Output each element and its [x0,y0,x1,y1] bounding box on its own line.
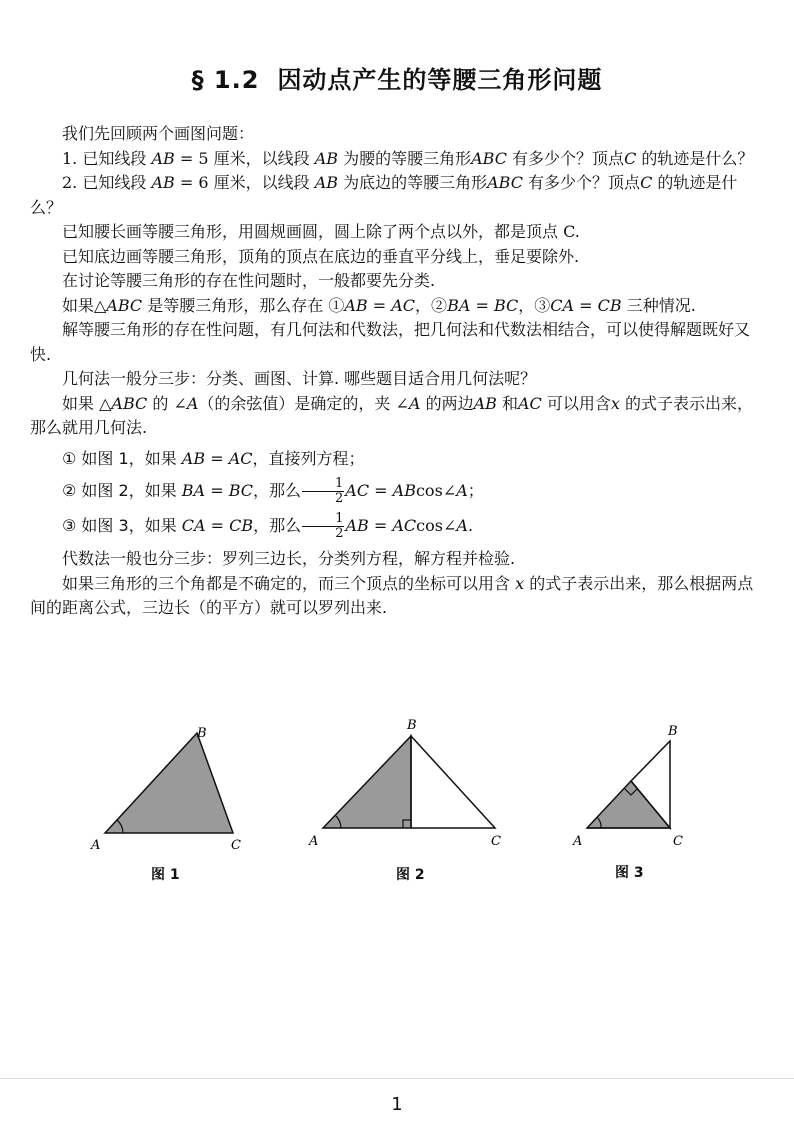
math: C [624,148,637,168]
text: 2. 已知线段 [62,173,152,192]
text: 有多少个？顶点 [506,148,625,168]
figure-2-diagram [305,715,515,865]
vertex-label-b: B [407,718,417,733]
math: ABC [471,148,507,168]
paragraph-geometry-condition [30,392,764,441]
footer-divider [0,1078,794,1079]
paragraph-leg: 已知腰长画等腰三角形，用圆规画圆，圆上除了两个点以外，都是顶点 C. [62,222,580,241]
paragraph-intro: 我们先回顾两个画图问题： [62,124,255,143]
text: 的式子表示出来，那么根据两点间的距离公式，三边长（的平方）就可以罗列出来. [30,573,754,617]
text: ② 如图 2，如果 [62,481,182,500]
text: = [574,295,598,315]
text: = [205,448,229,468]
case-3 [30,512,764,541]
math: AB [181,448,206,468]
math: AB [151,148,175,168]
vertex-label-c: C [673,834,683,849]
text: 的两边 [420,393,474,413]
text: 的轨迹是什么？ [30,173,738,217]
paragraph-algebra-steps: 代数法一般也分三步：罗列三边长，分类列方程，解方程并检验. [62,549,516,568]
unshaded-triangle [411,736,495,828]
math: CA [181,516,206,535]
figure-1-diagram [85,715,255,865]
vertex-label-a: A [91,838,101,853]
math: CB [597,295,622,315]
math: ABC [487,173,523,192]
text: 三种情况. [621,295,696,315]
math: BC [493,295,519,315]
fraction-denominator: 2 [335,526,344,541]
math: x [515,573,525,593]
text: ③ 如图 3，如果 [62,516,182,535]
text: ，那么 [253,516,302,535]
text: 如果△ [62,295,107,315]
fraction-numerator: 1 [302,477,344,492]
case-1 [30,447,764,472]
figure-1-caption: 图 1 [151,867,180,883]
vertex-label-b: B [668,724,678,739]
fraction-half [302,512,344,541]
math: AB [473,393,497,413]
text: = [367,295,392,315]
case-2 [30,477,764,506]
figure-3-caption: 图 3 [615,865,644,881]
figure-3-diagram [565,715,695,865]
fraction-half [302,477,344,506]
paragraph-algebra-condition [30,572,764,621]
math: AC [345,481,370,500]
math: A [456,516,468,535]
text: ； [467,481,484,500]
body-text [30,122,764,621]
paragraph-base: 已知底边画等腰三角形，顶角的顶点在底边的垂直平分线上，垂足要除外. [62,246,580,266]
math: AC [392,516,417,535]
math: ABC [111,393,148,413]
math: C [640,173,653,192]
text: 的轨迹是什么？ [636,148,754,168]
fraction-denominator: 2 [335,491,344,506]
paragraph-methods: 解等腰三角形的存在性问题，有几何法和代数法，把几何法和代数法相结合，可以使得解题既好又快. [30,320,751,364]
text: ，那么 [252,481,301,500]
text: = [368,516,393,535]
math: ABC [106,295,143,315]
text: ① 如图 1，如果 [62,448,182,468]
math: AB [314,173,339,192]
text: ，③ [518,295,551,315]
math: A [408,393,421,413]
text: 的 ∠ [147,393,187,413]
text: 的式子表示出来，那么就用几何法. [30,393,753,437]
text: 如果 △ [62,393,112,413]
text: 可以用含 [541,393,611,413]
fraction-numerator: 1 [302,512,344,527]
text: = [369,481,393,500]
math: x [610,393,620,413]
paragraph-problem-2 [30,171,764,220]
math: BA [181,481,206,500]
paragraph-problem-1 [30,147,764,172]
text: （的余弦值）是确定的，夹 ∠ [198,393,409,413]
math: A [456,481,468,500]
paragraph-classify: 在讨论等腰三角形的存在性问题时，一般都要先分类. [62,271,436,290]
text: 1. 已知线段 [62,148,152,168]
math: AB [151,173,175,192]
vertex-label-a: A [573,834,583,849]
text: 和 [496,393,518,413]
math: AC [228,448,253,468]
math: BC [228,481,253,500]
math: AB [314,148,339,168]
paragraph-cases [30,294,764,319]
vertex-label-a: A [309,834,319,849]
text: = [205,516,230,535]
text: = [470,295,494,315]
page-number: 1 [391,1094,403,1115]
math: BA [447,295,471,315]
math: AC [517,393,542,413]
text: = 5 厘米，以线段 [174,148,315,168]
vertex-label-c: C [491,834,501,849]
text: 是等腰三角形，那么存在 ① [142,295,345,315]
text: cos∠ [416,516,457,535]
triangle-abc [105,733,233,833]
shaded-triangle [323,736,411,828]
text: ，直接列方程； [252,448,365,468]
page-title [30,60,764,95]
figure-2-caption: 图 2 [396,867,425,883]
math: AB [392,481,416,500]
document-page [30,0,764,1124]
text: 为底边的等腰三角形 [338,173,488,192]
vertex-label-b: B [197,726,207,741]
text: = 6 厘米，以线段 [174,173,315,192]
math: AC [391,295,416,315]
paragraph-geometry-steps: 几何法一般分三步：分类、画图、计算. 哪些题目适合用几何法呢？ [62,369,537,388]
math: AB [345,516,369,535]
math: CA [550,295,575,315]
text: . [467,516,474,535]
section-number: § 1.2 [191,66,260,94]
section-title: 因动点产生的等腰三角形问题 [277,66,603,94]
text: = [205,481,229,500]
math: CB [229,516,254,535]
text: 有多少个？顶点 [522,173,641,192]
text: 为腰的等腰三角形 [338,148,472,168]
text: ，② [415,295,448,315]
math: A [186,393,199,413]
vertex-label-c: C [231,838,241,853]
text: 如果三角形的三个角都是不确定的，而三个顶点的坐标可以用含 [62,573,516,593]
text: cos∠ [415,481,457,500]
math: AB [344,295,368,315]
